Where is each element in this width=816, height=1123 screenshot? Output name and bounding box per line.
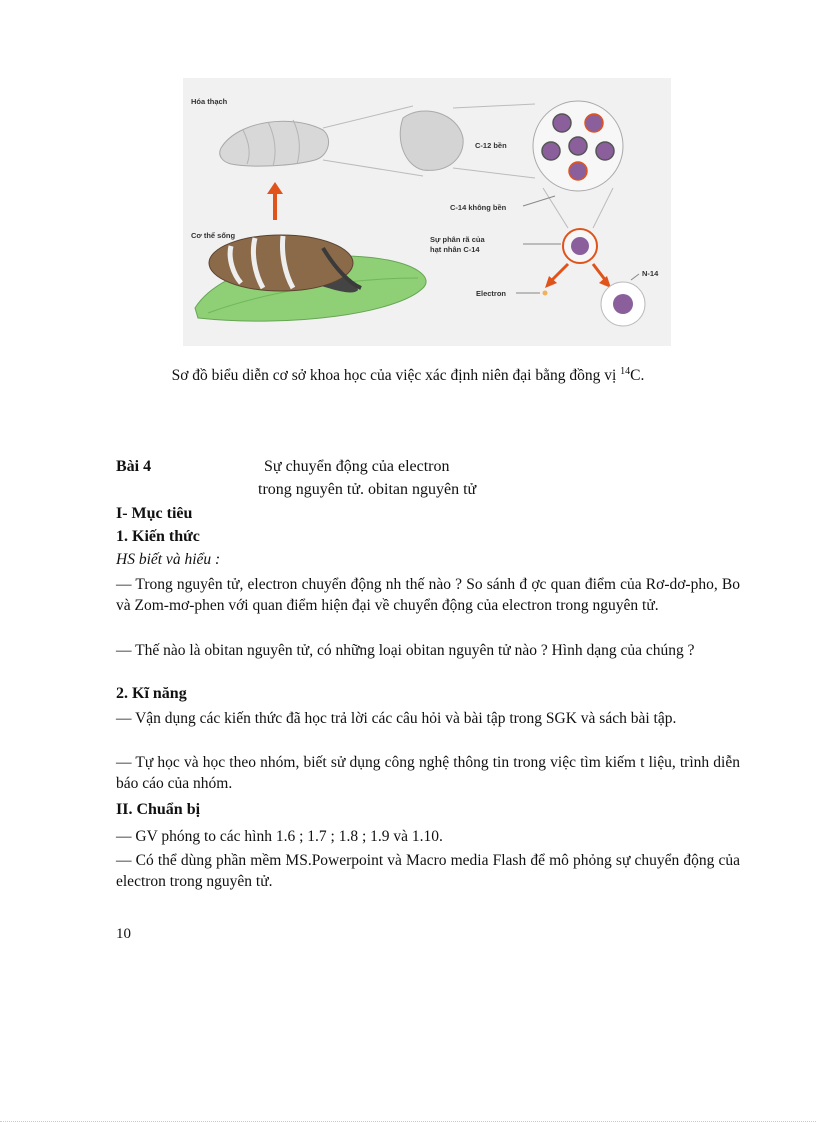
label-fossil: Hóa thạch bbox=[191, 97, 228, 106]
label-living: Cơ thể sống bbox=[191, 231, 236, 240]
prep-item-1: — GV phóng to các hình 1.6 ; 1.7 ; 1.8 ; 1.9 và 1.10. bbox=[116, 828, 443, 845]
electron-icon bbox=[543, 291, 548, 296]
label-decay-1: Sự phân rã của bbox=[430, 235, 485, 244]
label-n14: N-14 bbox=[642, 269, 659, 278]
page-bottom-border bbox=[0, 1121, 816, 1122]
diagram-svg bbox=[183, 78, 671, 346]
up-arrow-icon bbox=[267, 182, 283, 220]
lesson-title-line1: Sự chuyển động của electron bbox=[264, 458, 450, 475]
knowledge-intro: HS biết và hiểu : bbox=[116, 551, 221, 568]
caption-element: C. bbox=[630, 367, 645, 385]
page-number: 10 bbox=[116, 926, 131, 942]
figure-caption bbox=[0, 366, 816, 385]
decay-arrows bbox=[545, 264, 611, 288]
skills-item-1: — Vận dụng các kiến thức đã học trả lời các câu hỏi và bài tập trong SGK và sách bài tập. bbox=[116, 710, 677, 727]
heading-knowledge: 1. Kiến thức bbox=[116, 528, 200, 545]
fossil-shell-icon bbox=[220, 120, 329, 166]
shell-fragment-icon bbox=[400, 111, 463, 170]
caption-text: Sơ đồ biểu diễn cơ sở khoa học của việc xác định niên đại bằng đồng vị bbox=[171, 367, 621, 385]
carbon-dating-diagram bbox=[183, 78, 671, 346]
label-c14: C-14 không bền bbox=[450, 203, 507, 212]
label-electron: Electron bbox=[476, 289, 507, 298]
knowledge-item-2: — Thế nào là obitan nguyên tử, có những loại obitan nguyên tử nào ? Hình dạng của chúng ? bbox=[116, 642, 695, 659]
prep-item-2: — Có thể dùng phần mềm MS.Powerpoint và Macro media Flash để mô phỏng sự chuyển động của electron trong nguyên tử. bbox=[116, 852, 740, 890]
skills-item-2: — Tự học và học theo nhóm, biết sử dụng công nghệ thông tin trong việc tìm kiếm t liệu, trình diễn báo cáo của nhóm. bbox=[116, 754, 740, 792]
caption-isotope-mass: 14 bbox=[620, 366, 631, 377]
lesson-number: Bài 4 bbox=[116, 458, 152, 475]
snail-on-leaf-icon bbox=[195, 235, 426, 321]
heading-objectives: I- Mục tiêu bbox=[116, 505, 193, 522]
heading-skills: 2. Kĩ năng bbox=[116, 685, 187, 702]
label-decay-2: hạt nhân C-14 bbox=[430, 245, 480, 254]
heading-prep: II. Chuẩn bị bbox=[116, 801, 201, 818]
lesson-title-line2: trong nguyên tử. obitan nguyên tử bbox=[258, 481, 477, 498]
label-c12: C-12 bền bbox=[475, 141, 507, 150]
knowledge-item-1: — Trong nguyên tử, electron chuyển động nh thế nào ? So sánh đ ợc quan điểm của Rơ-dơ-pho, Bo và Zom-mơ-phen với quan điểm hiện đại về chuyển động của electron trong nguyên tử. bbox=[116, 576, 740, 614]
